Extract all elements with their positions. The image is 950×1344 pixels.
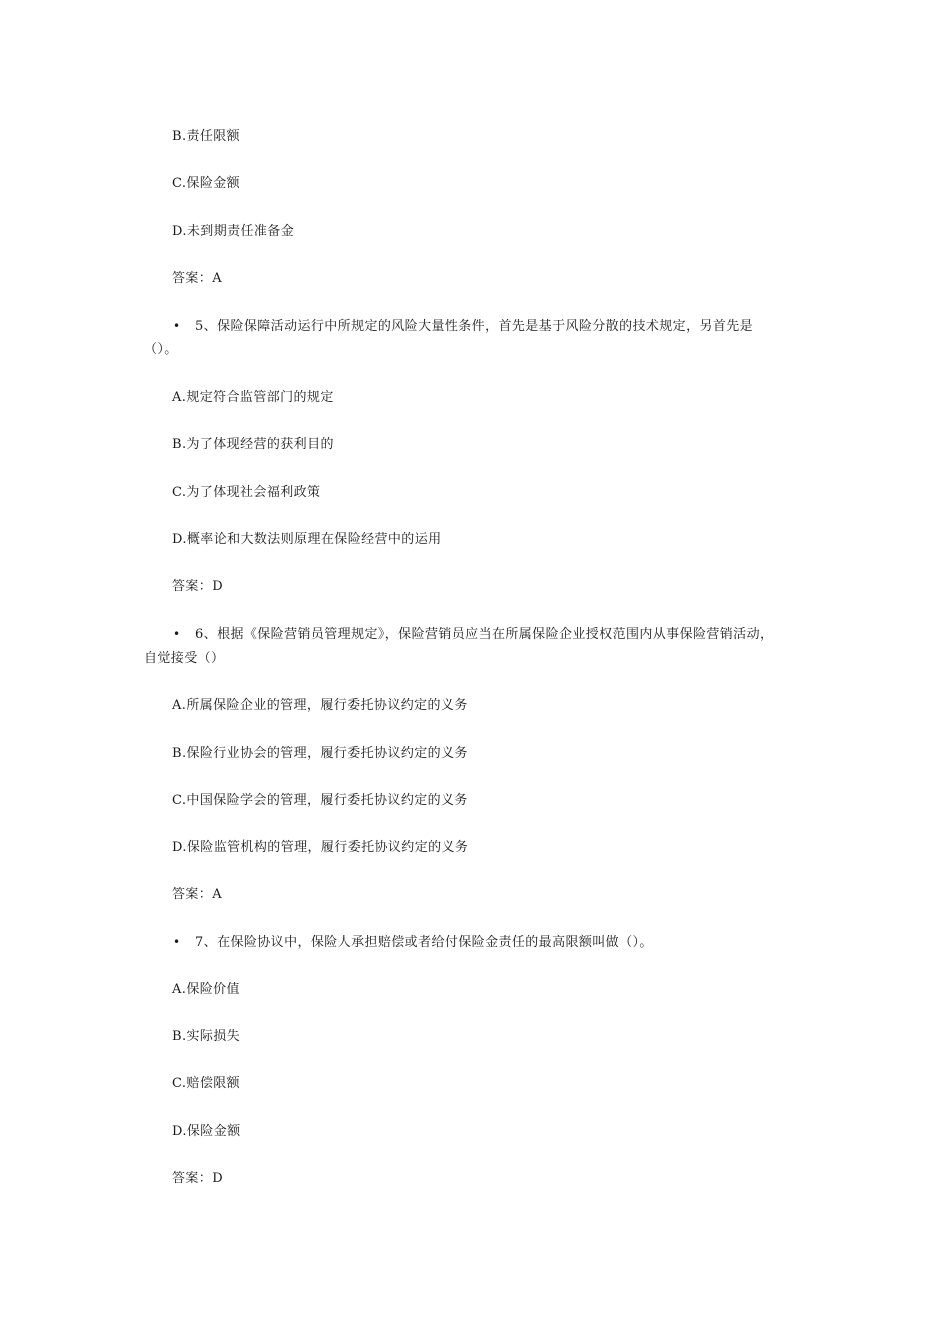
option-c: C.保险金额: [172, 176, 241, 191]
option-d: D.概率论和大数法则原理在保险经营中的运用: [172, 532, 442, 547]
option-b: B.为了体现经营的获利目的: [172, 437, 334, 452]
option-d: D.保险监管机构的管理，履行委托协议约定的义务: [172, 840, 469, 855]
answer-line: 答案：A: [172, 887, 222, 902]
option-c: C.中国保险学会的管理，履行委托协议约定的义务: [172, 793, 468, 808]
option-a: A.所属保险企业的管理，履行委托协议约定的义务: [172, 698, 468, 713]
bullet-icon: •: [173, 935, 181, 949]
answer-line: 答案：A: [172, 271, 222, 286]
option-c: C.赔偿限额: [172, 1076, 241, 1091]
option-a: A.保险价值: [172, 982, 240, 997]
answer-line: 答案：D: [172, 579, 224, 594]
question-text: 7、在保险协议中，保险人承担赔偿或者给付保险金责任的最高限额叫做（）。: [195, 935, 653, 950]
bullet-icon: •: [173, 319, 181, 333]
bullet-icon: •: [173, 627, 181, 641]
question-5: [173, 317, 753, 336]
option-b: B.保险行业协会的管理，履行委托协议约定的义务: [172, 746, 468, 761]
option-b: B.实际损失: [172, 1029, 241, 1044]
question-text: 6、根据《保险营销员管理规定》，保险营销员应当在所属保险企业授权范围内从事保险营销活动，: [195, 627, 774, 642]
question-6: [173, 625, 773, 644]
question-7: [173, 933, 653, 952]
option-d: D.保险金额: [172, 1124, 241, 1139]
option-b: B.责任限额: [172, 129, 241, 144]
question-text: 5、保险保障活动运行中所规定的风险大量性条件，首先是基于风险分散的技术规定，另首先是: [195, 319, 754, 334]
option-d: D.未到期责任准备金: [172, 224, 295, 239]
option-c: C.为了体现社会福利政策: [172, 485, 321, 500]
answer-line: 答案：D: [172, 1171, 224, 1186]
question-text-continued: 自觉接受（）: [144, 651, 225, 666]
question-text-continued: （）。: [144, 342, 178, 357]
option-a: A.规定符合监管部门的规定: [172, 390, 334, 405]
